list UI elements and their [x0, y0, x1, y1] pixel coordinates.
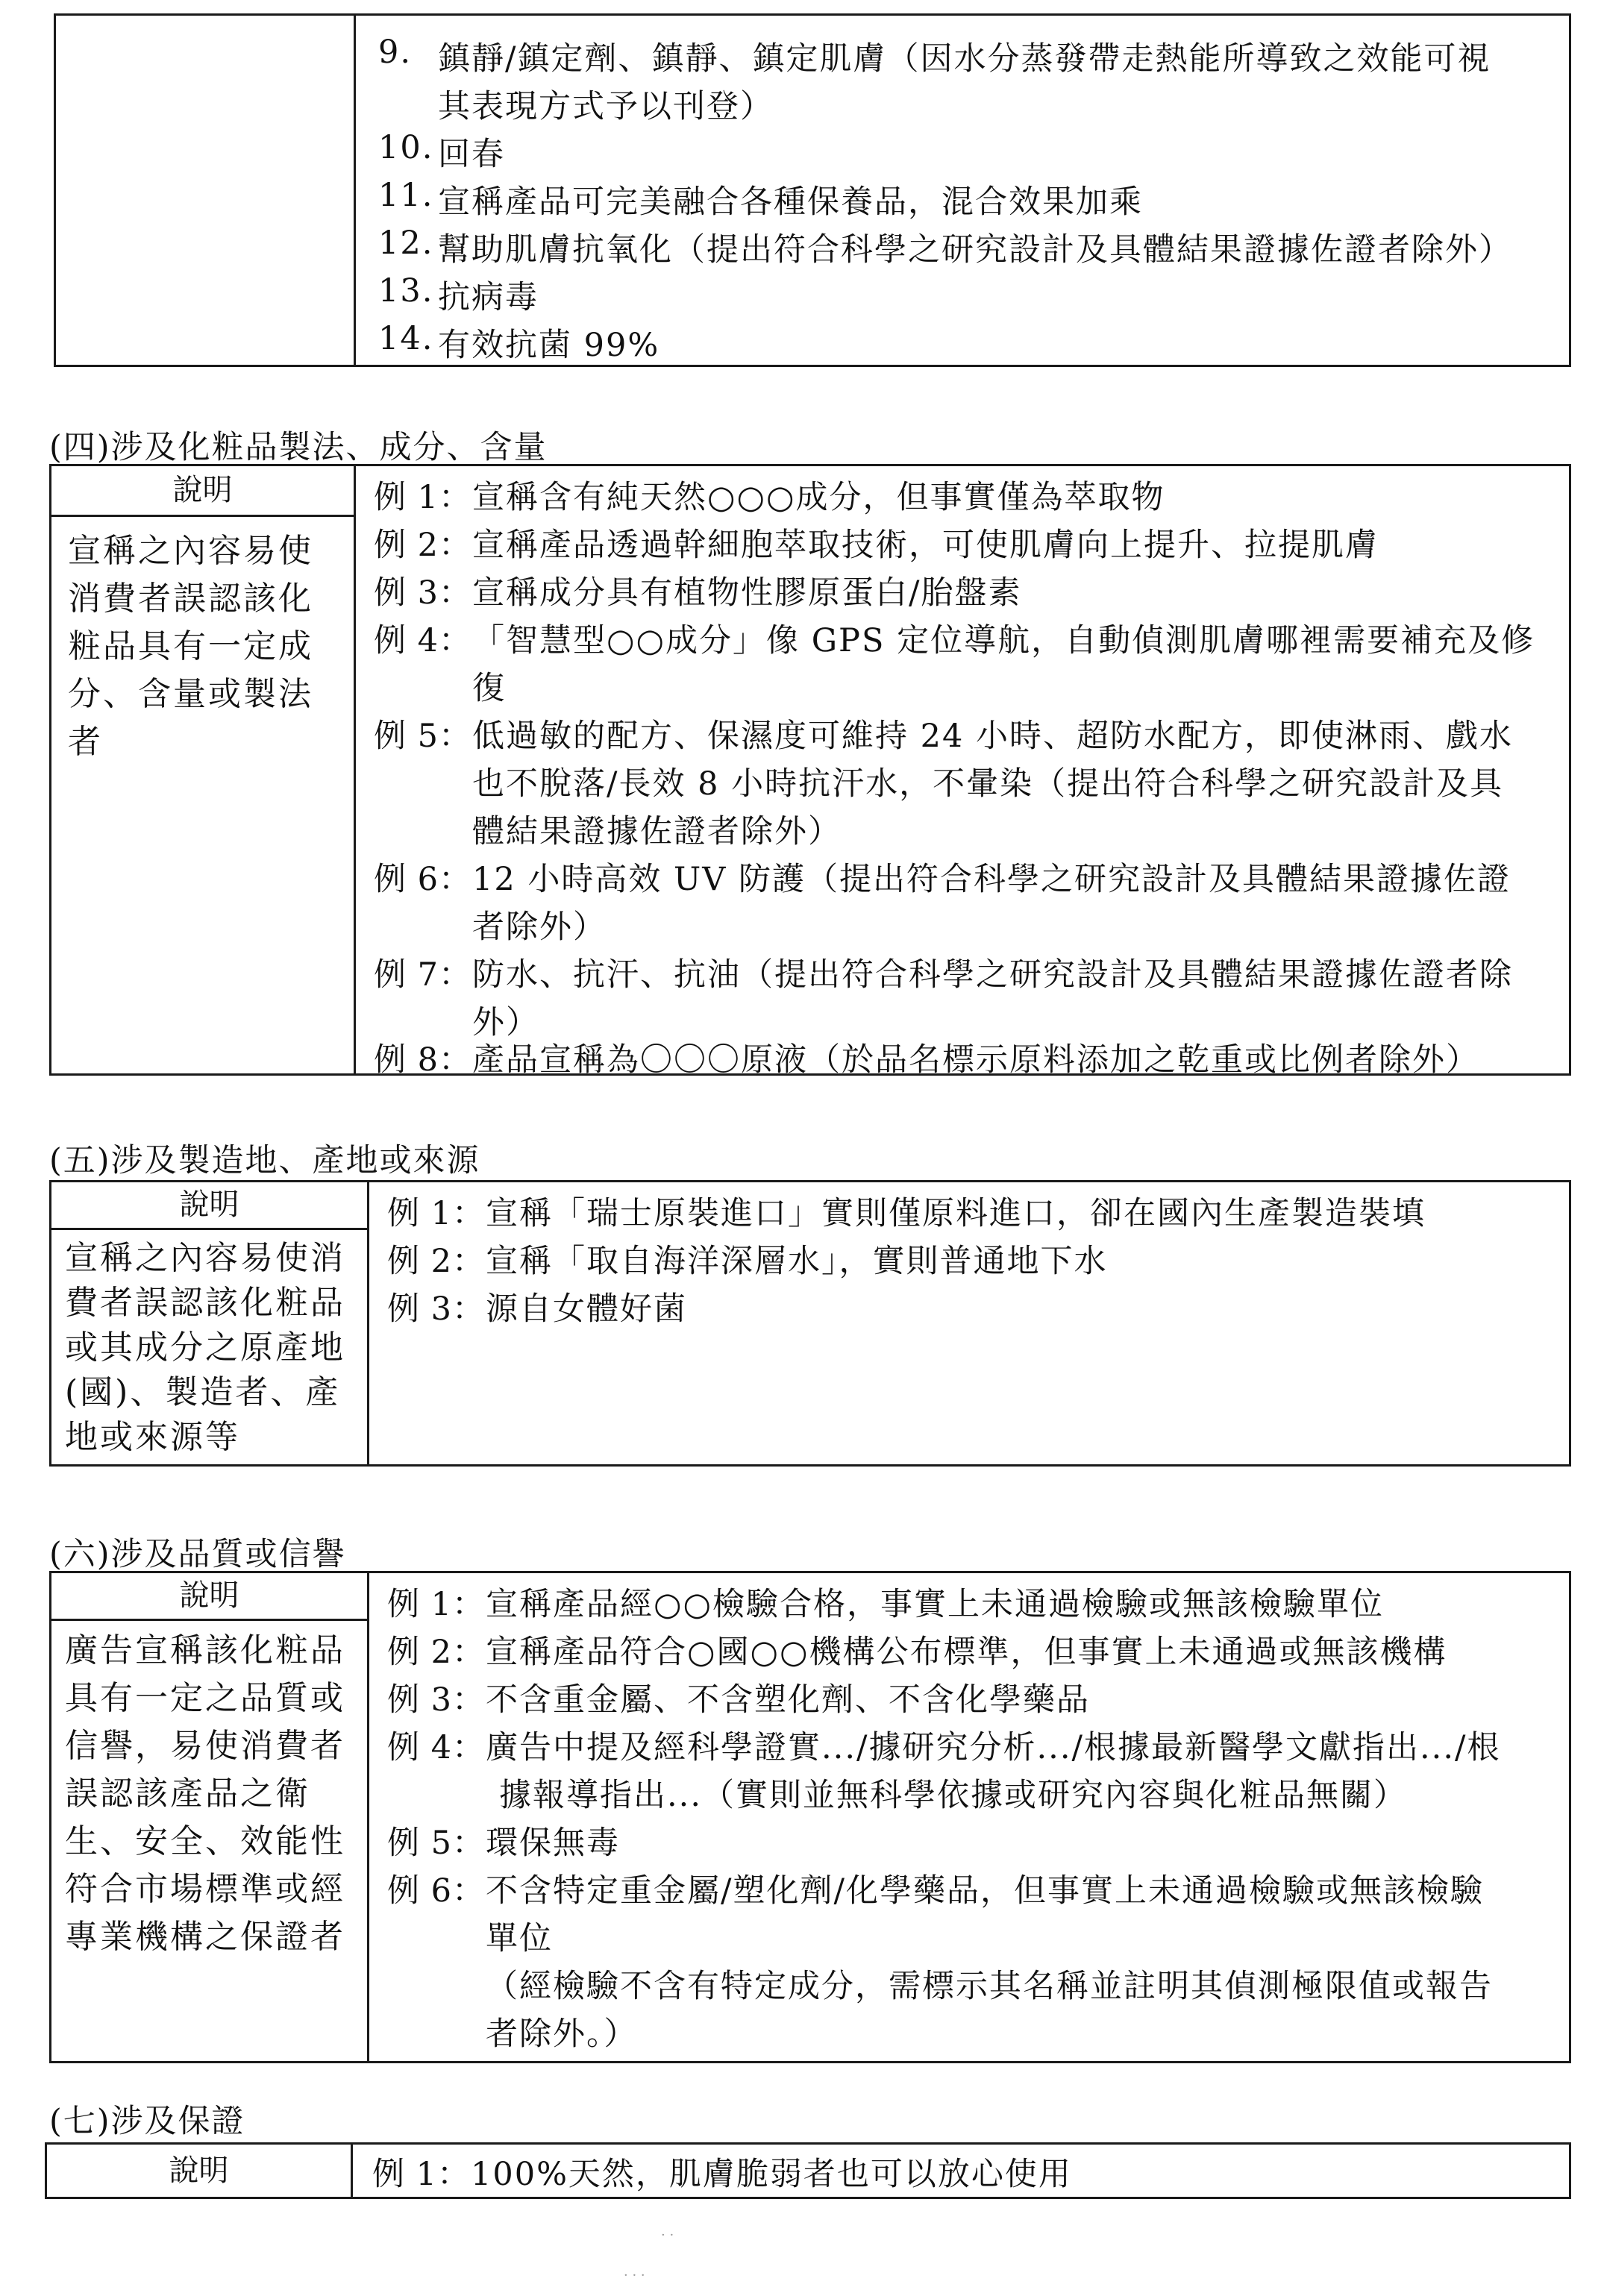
- section4-example-label: 例 7：: [374, 956, 472, 994]
- section4-example-line: 12 小時高效 UV 防護（提出符合科學之研究設計及具體結果證據佐證: [472, 861, 1511, 898]
- section6-description: 廣告宣稱該化粧品具有一定之品質或信譽，易使消費者誤認該產品之衛生、安全、效能性符合市場標準或經專業機構之保證者: [65, 1631, 345, 1956]
- section6-example-line: 單位: [486, 1920, 553, 1957]
- section6-example-line: 據報導指出...（實則並無科學依據或研究內容與化粧品無關）: [499, 1777, 1408, 1814]
- section4-example-label: 例 2：: [374, 527, 472, 564]
- section4-example-line: 宣稱含有純天然○○○成分，但事實僅為萃取物: [472, 479, 1165, 516]
- section3-item-num: 11.: [378, 177, 434, 214]
- section5-title: (五)涉及製造地、產地或來源: [49, 1142, 480, 1179]
- section5-header: 說明: [51, 1182, 367, 1230]
- section6-header: 說明: [51, 1573, 367, 1621]
- section5-left-column: [51, 1182, 369, 1464]
- section6-example-label: 例 1：: [387, 1586, 486, 1623]
- section3-item-num: 13.: [378, 272, 434, 310]
- section6-example-label: 例 4：: [387, 1729, 486, 1766]
- section3-item-text: 宣稱產品可完美融合各種保養品，混合效果加乘: [438, 184, 1143, 221]
- section5-example-label: 例 2：: [387, 1243, 486, 1280]
- section4-title: (四)涉及化粧品製法、成分、含量: [49, 429, 548, 466]
- section5-example-line: 宣稱「取自海洋深層水」，實則普通地下水: [486, 1243, 1108, 1280]
- scan-speck: · ·: [661, 2227, 674, 2243]
- section5-table: [49, 1180, 1571, 1467]
- section4-example-line: 防水、抗汗、抗油（提出符合科學之研究設計及具體結果證據佐證者除: [472, 956, 1513, 994]
- section4-header: 說明: [51, 466, 354, 517]
- section6-left-column: [51, 1573, 369, 2061]
- section5-example-line: 源自女體好菌: [486, 1290, 687, 1328]
- section4-example-label: 例 6：: [374, 861, 472, 898]
- section3-table: [54, 13, 1571, 367]
- scan-speck: · · ·: [624, 2268, 645, 2283]
- section4-description: 宣稱之內容易使消費者誤認該化粧品具有一定成分、含量或製法者: [68, 532, 313, 761]
- section5-description: 宣稱之內容易使消費者誤認該化粧品或其成分之原產地(國)、製造者、產地或來源等: [65, 1239, 345, 1456]
- section3-item-num: 12.: [378, 225, 434, 262]
- section6-example-line: 者除外。）: [486, 2016, 638, 2053]
- section3-item-num: 10.: [378, 129, 434, 166]
- section7-left-column: [47, 2145, 353, 2197]
- section3-item-text: 鎮靜/鎮定劑、鎮靜、鎮定肌膚（因水分蒸發帶走熱能所導致之效能可視: [438, 40, 1491, 78]
- section6-example-label: 例 6：: [387, 1872, 486, 1910]
- section7-title: (七)涉及保證: [49, 2103, 245, 2140]
- section4-example-line: 低過敏的配方、保濕度可維持 24 小時、超防水配方，即使淋雨、戲水: [472, 718, 1514, 755]
- section6-example-line: 不含重金屬、不含塑化劑、不含化學藥品: [486, 1681, 1090, 1719]
- section6-example-label: 例 5：: [387, 1825, 486, 1862]
- section6-example-line: 廣告中提及經科學證實.../據研究分析.../根據最新醫學文獻指出.../根: [486, 1729, 1501, 1766]
- section6-example-label: 例 2：: [387, 1634, 486, 1671]
- section4-example-line: 「智慧型○○成分」像 GPS 定位導航，自動偵測肌膚哪裡需要補充及修: [472, 622, 1535, 659]
- section3-item-text: 其表現方式予以刊登）: [438, 88, 774, 125]
- section6-example-line: 不含特定重金屬/塑化劑/化學藥品，但事實上未通過檢驗或無該檢驗: [486, 1872, 1484, 1910]
- section4-example-line: 宣稱產品透過幹細胞萃取技術，可使肌膚向上提升、拉提肌膚: [472, 527, 1379, 564]
- section3-item-text: 有效抗菌 99%: [438, 327, 660, 364]
- section4-example-line: 外）: [472, 1004, 539, 1041]
- section4-table: [49, 464, 1571, 1079]
- section4-example-line: 產品宣稱為〇〇〇原液（於品名標示原料添加之乾重或比例者除外）: [472, 1041, 1479, 1079]
- section6-example-line: 宣稱產品符合○國○○機構公布標準，但事實上未通過或無該機構: [486, 1634, 1447, 1671]
- section3-item-text: 抗病毒: [438, 279, 539, 316]
- section4-example-line: 也不脫落/長效 8 小時抗汗水，不暈染（提出符合科學之研究設計及具: [472, 765, 1504, 803]
- section7-example-line: 100%天然，肌膚脆弱者也可以放心使用: [471, 2156, 1072, 2193]
- section4-example-line: 宣稱成分具有植物性膠原蛋白/胎盤素: [472, 574, 1022, 612]
- section4-example-label: 例 3：: [374, 574, 472, 612]
- section4-example-line: 體結果證據佐證者除外）: [472, 813, 842, 850]
- section3-item-num: 14.: [378, 320, 434, 357]
- section3-item-text: 幫助肌膚抗氧化（提出符合科學之研究設計及具體結果證據佐證者除外）: [438, 231, 1512, 269]
- section5-example-label: 例 3：: [387, 1290, 486, 1328]
- section3-item-num: 9.: [378, 34, 413, 71]
- section4-example-label: 例 4：: [374, 622, 472, 659]
- section4-example-line: 者除外）: [472, 909, 607, 946]
- section7-example-label: 例 1：: [372, 2156, 471, 2193]
- section4-example-label: 例 1：: [374, 479, 472, 516]
- section4-left-column: [51, 466, 356, 1073]
- section6-example-line: 宣稱產品經○○檢驗合格，事實上未通過檢驗或無該檢驗單位: [486, 1586, 1385, 1623]
- section6-table: [49, 1571, 1571, 2063]
- section6-example-line: （經檢驗不含有特定成分，需標示其名稱並註明其偵測極限值或報告: [486, 1968, 1493, 2005]
- section6-title: (六)涉及品質或信譽: [49, 1536, 346, 1573]
- section6-example-label: 例 3：: [387, 1681, 486, 1719]
- section3-item-text: 回春: [438, 136, 505, 173]
- section6-example-line: 環保無毒: [486, 1825, 620, 1862]
- section4-example-line: 復: [472, 670, 506, 707]
- section7-header: 說明: [169, 2154, 229, 2188]
- section3-left-column: [56, 16, 356, 365]
- section4-example-label: 例 5：: [374, 718, 472, 755]
- section5-example-label: 例 1：: [387, 1195, 486, 1232]
- section5-example-line: 宣稱「瑞士原裝進口」實則僅原料進口，卻在國內生產製造裝填: [486, 1195, 1426, 1232]
- section7-table: [45, 2142, 1571, 2199]
- section4-example-label: 例 8：: [374, 1041, 472, 1079]
